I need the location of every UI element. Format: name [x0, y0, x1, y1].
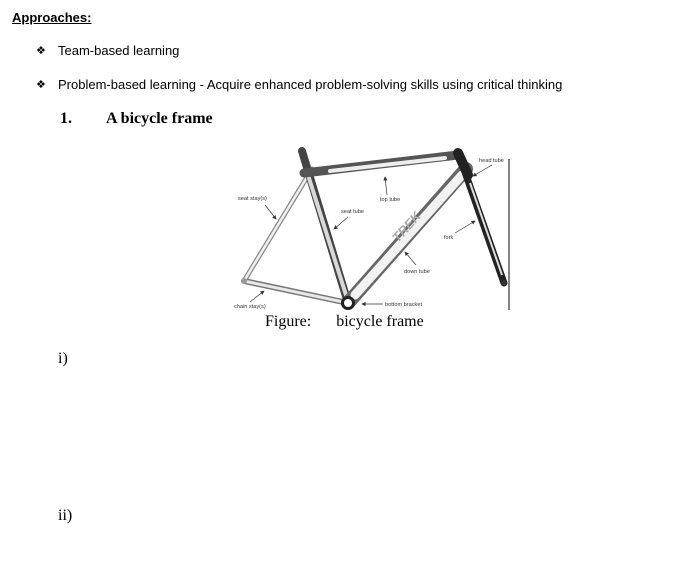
bullet-text: Problem-based learning - Acquire enhanced problem-solving skills using critical thinking — [58, 77, 563, 92]
rear-dropout — [241, 278, 247, 284]
bullet-text: Team-based learning — [58, 43, 180, 58]
label-fork: fork — [444, 235, 454, 241]
label-seat-stays: seat stay(s) — [238, 196, 267, 202]
label-down-tube: down tube — [404, 269, 430, 275]
label-seat-tube: seat tube — [341, 209, 365, 215]
page-heading: Approaches: — [12, 10, 92, 25]
label-top-tube: top tube — [380, 197, 401, 203]
label-chain-stays: chain stay(s) — [234, 304, 266, 310]
list-item-ii: ii) — [58, 507, 73, 524]
bullet-item — [36, 43, 179, 58]
figure-caption — [265, 313, 424, 331]
caption-text: bicycle frame — [336, 313, 424, 330]
section-title: A bicycle frame — [106, 110, 213, 127]
diamond-bullet-icon: ❖ — [36, 45, 46, 57]
label-head-tube: head tube — [479, 158, 504, 164]
diamond-bullet-icon: ❖ — [36, 79, 46, 91]
bicycle-frame-figure — [230, 145, 515, 315]
section-number: 1. — [60, 110, 72, 127]
label-bottom-bracket: bottom bracket — [385, 302, 422, 308]
bullet-item — [36, 77, 562, 92]
brand-logo: TREK — [389, 208, 424, 246]
fork-dropout — [502, 281, 507, 286]
list-item-i: i) — [58, 350, 68, 367]
caption-prefix: Figure: — [265, 313, 312, 330]
